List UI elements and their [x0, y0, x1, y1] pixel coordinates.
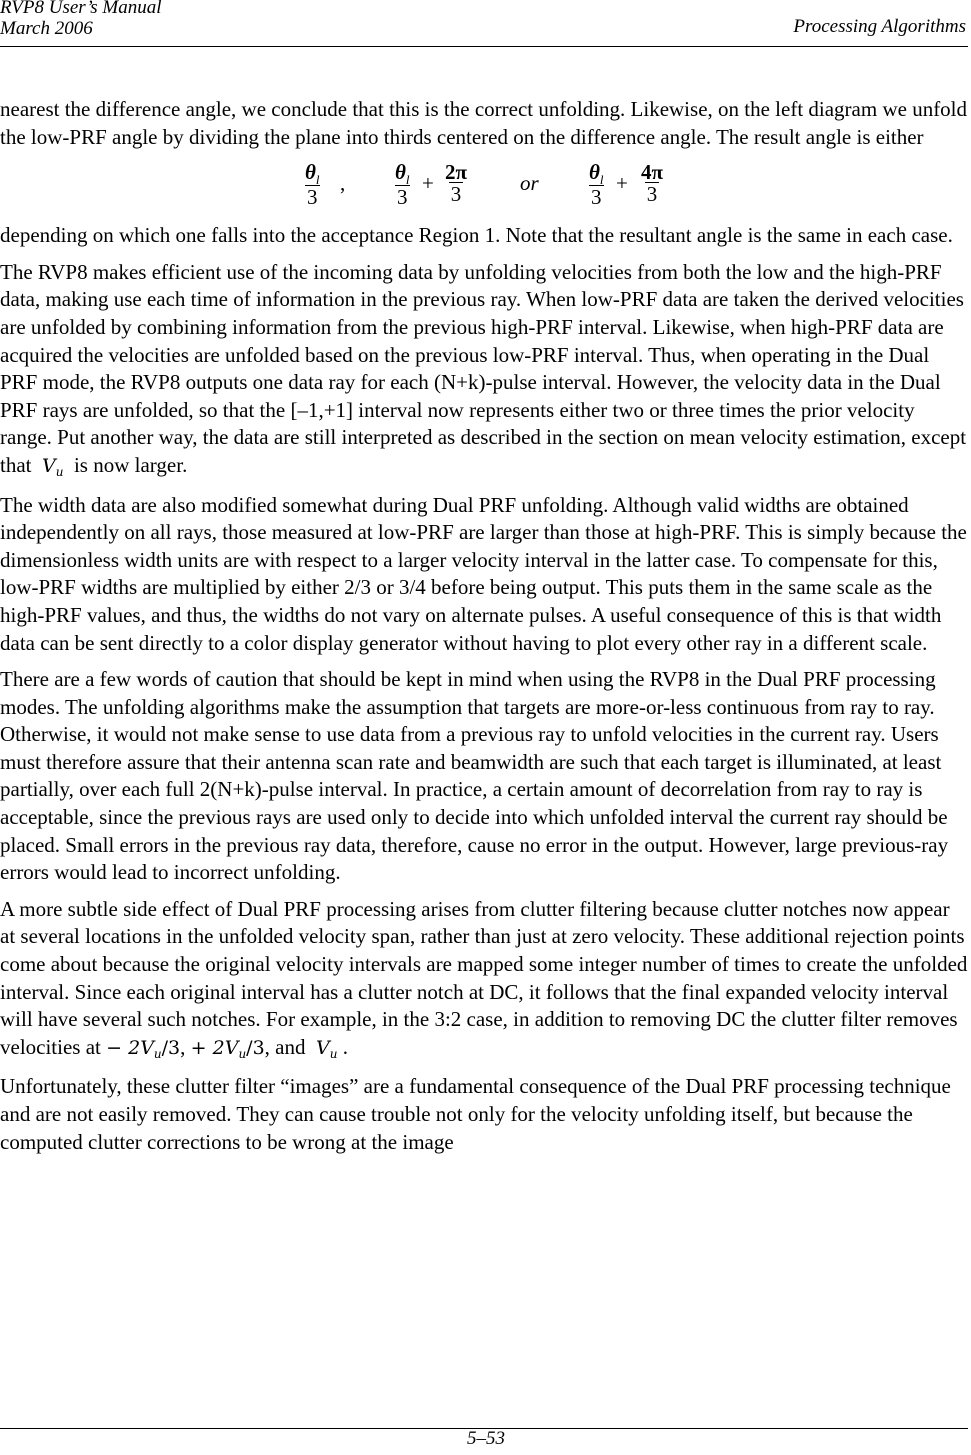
paragraph-2: depending on which one falls into the acceptance Region 1. Note that the resultant angle is the same in each case.: [0, 223, 953, 248]
doc-title: RVP8 User’s Manual: [0, 0, 162, 18]
math-neg-2vu-over-3: − $2V_u/3$: [106, 1036, 181, 1061]
paragraph-1: nearest the difference angle, we conclude that this is the correct unfolding. Likewise, on the left diagram we unfold the low-PRF angle by dividing the plane into thirds centered on the difference angle. The result angle is either: [0, 97, 968, 149]
fraction-theta-over-3: $\frac{\theta_l}{3}$: [395, 160, 410, 210]
doc-date: March 2006: [0, 18, 93, 39]
math-pos-2vu-over-3: + $2V_u/3$: [190, 1036, 265, 1061]
or-label: or: [520, 171, 539, 196]
math-vu: $V_u$: [42, 454, 64, 479]
header-left: [0, 0, 162, 39]
paragraph-6: A more subtle side effect of Dual PRF processing arises from clutter filtering because clutter notches now appear at several locations in the unfolded velocity span, rather than just at zero velocity. These additional rejection points come about because the original velocity intervals are mapped some integer number of times to create the unfolded interval. Since each original interval has a clutter notch at DC, it follows that the final expanded velocity interval will have several such notches. For example, in the 3:2 case, in addition to removing DC the clutter filter removes velocities at − $2V_u/3$, + $2V_u/3$, and $V_u$ .: [0, 896, 968, 1061]
fraction-theta-over-3: $\frac{\theta_l}{3}$: [589, 160, 604, 210]
angle-equation: $\frac{\theta_l}{3}$ , $\frac{\theta_l}{3}$ + $\frac{2\pi}{3}$ or $\frac{\theta_l}{3}$ + $\frac{4\pi}{3}$: [305, 160, 664, 210]
math-vu: $V_u$: [316, 1036, 338, 1061]
paragraph-5: There are a few words of caution that should be kept in mind when using the RVP8 in the Dual PRF processing modes. The unfolding algorithms make the assumption that targets are more-or-less continuous from ray to ray. Otherwise, it would not make sense to use data from a previous ray to unfold velocities in the current ray. Users must therefore assure that their antenna scan rate and beamwidth are such that each target is illuminated, at least partially, over each full 2(N+k)-pulse interval. In practice, a certain amount of decorrelation from ray to ray is acceptable, since the previous rays are used only to decide into which unfolded interval the current ray should be placed. Small errors in the previous ray data, therefore, cause no error in the output. However, large previous-ray errors would lead to incorrect unfolding.: [0, 667, 949, 885]
section-title: Processing Algorithms: [793, 16, 966, 37]
fraction-theta-over-3: $\frac{\theta_l}{3}$: [305, 160, 320, 210]
paragraph-3: The RVP8 makes efficient use of the incoming data by unfolding velocities from both the low and the high-PRF data, making use each time of information in the previous ray. When low-PRF data are taken the derived velocities are unfolded by combining information from the previous high-PRF interval. Likewise, when high-PRF data are acquired the velocities are unfolded based on the previous low-PRF interval. Thus, when operating in the Dual PRF mode, the RVP8 outputs one data ray for each (N+k)-pulse interval. However, the velocity data in the Dual PRF rays are unfolded, so that the [–1,+1] interval now represents either two or three times the prior velocity range. Put another way, the data are still interpreted as described in the section on mean velocity estimation, except that $V_u$ is now larger.: [0, 259, 967, 479]
page-body: [0, 96, 968, 1165]
fraction-2pi-over-3: $\frac{2\pi}{3}$: [445, 160, 468, 207]
page-footer: [0, 1428, 968, 1449]
paragraph-4: The width data are also modified somewhat during Dual PRF unfolding. Although valid widths are obtained independently on all rays, those measured at low-PRF are larger than those at high-PRF. This is simply because the dimensionless width units are with respect to a larger velocity interval in the latter case. To compensate for this, low-PRF widths are multiplied by either 2/3 or 3/4 before being output. This puts them in the same scale as the high-PRF values, and thus, the widths do not vary on alternate pulses. A useful consequence of this is that width data can be sent directly to a color display generator without having to plot every other ray in a different scale.: [0, 492, 967, 655]
page-number: 5–53: [467, 1428, 505, 1449]
paragraph-7: Unfortunately, these clutter filter “images” are a fundamental consequence of the Dual PRF processing technique and are not easily removed. They can cause trouble not only for the velocity unfolding itself, but because the computed clutter corrections to be wrong at the image: [0, 1074, 951, 1154]
page-header: [0, 0, 968, 47]
fraction-4pi-over-3: $\frac{4\pi}{3}$: [641, 160, 664, 207]
